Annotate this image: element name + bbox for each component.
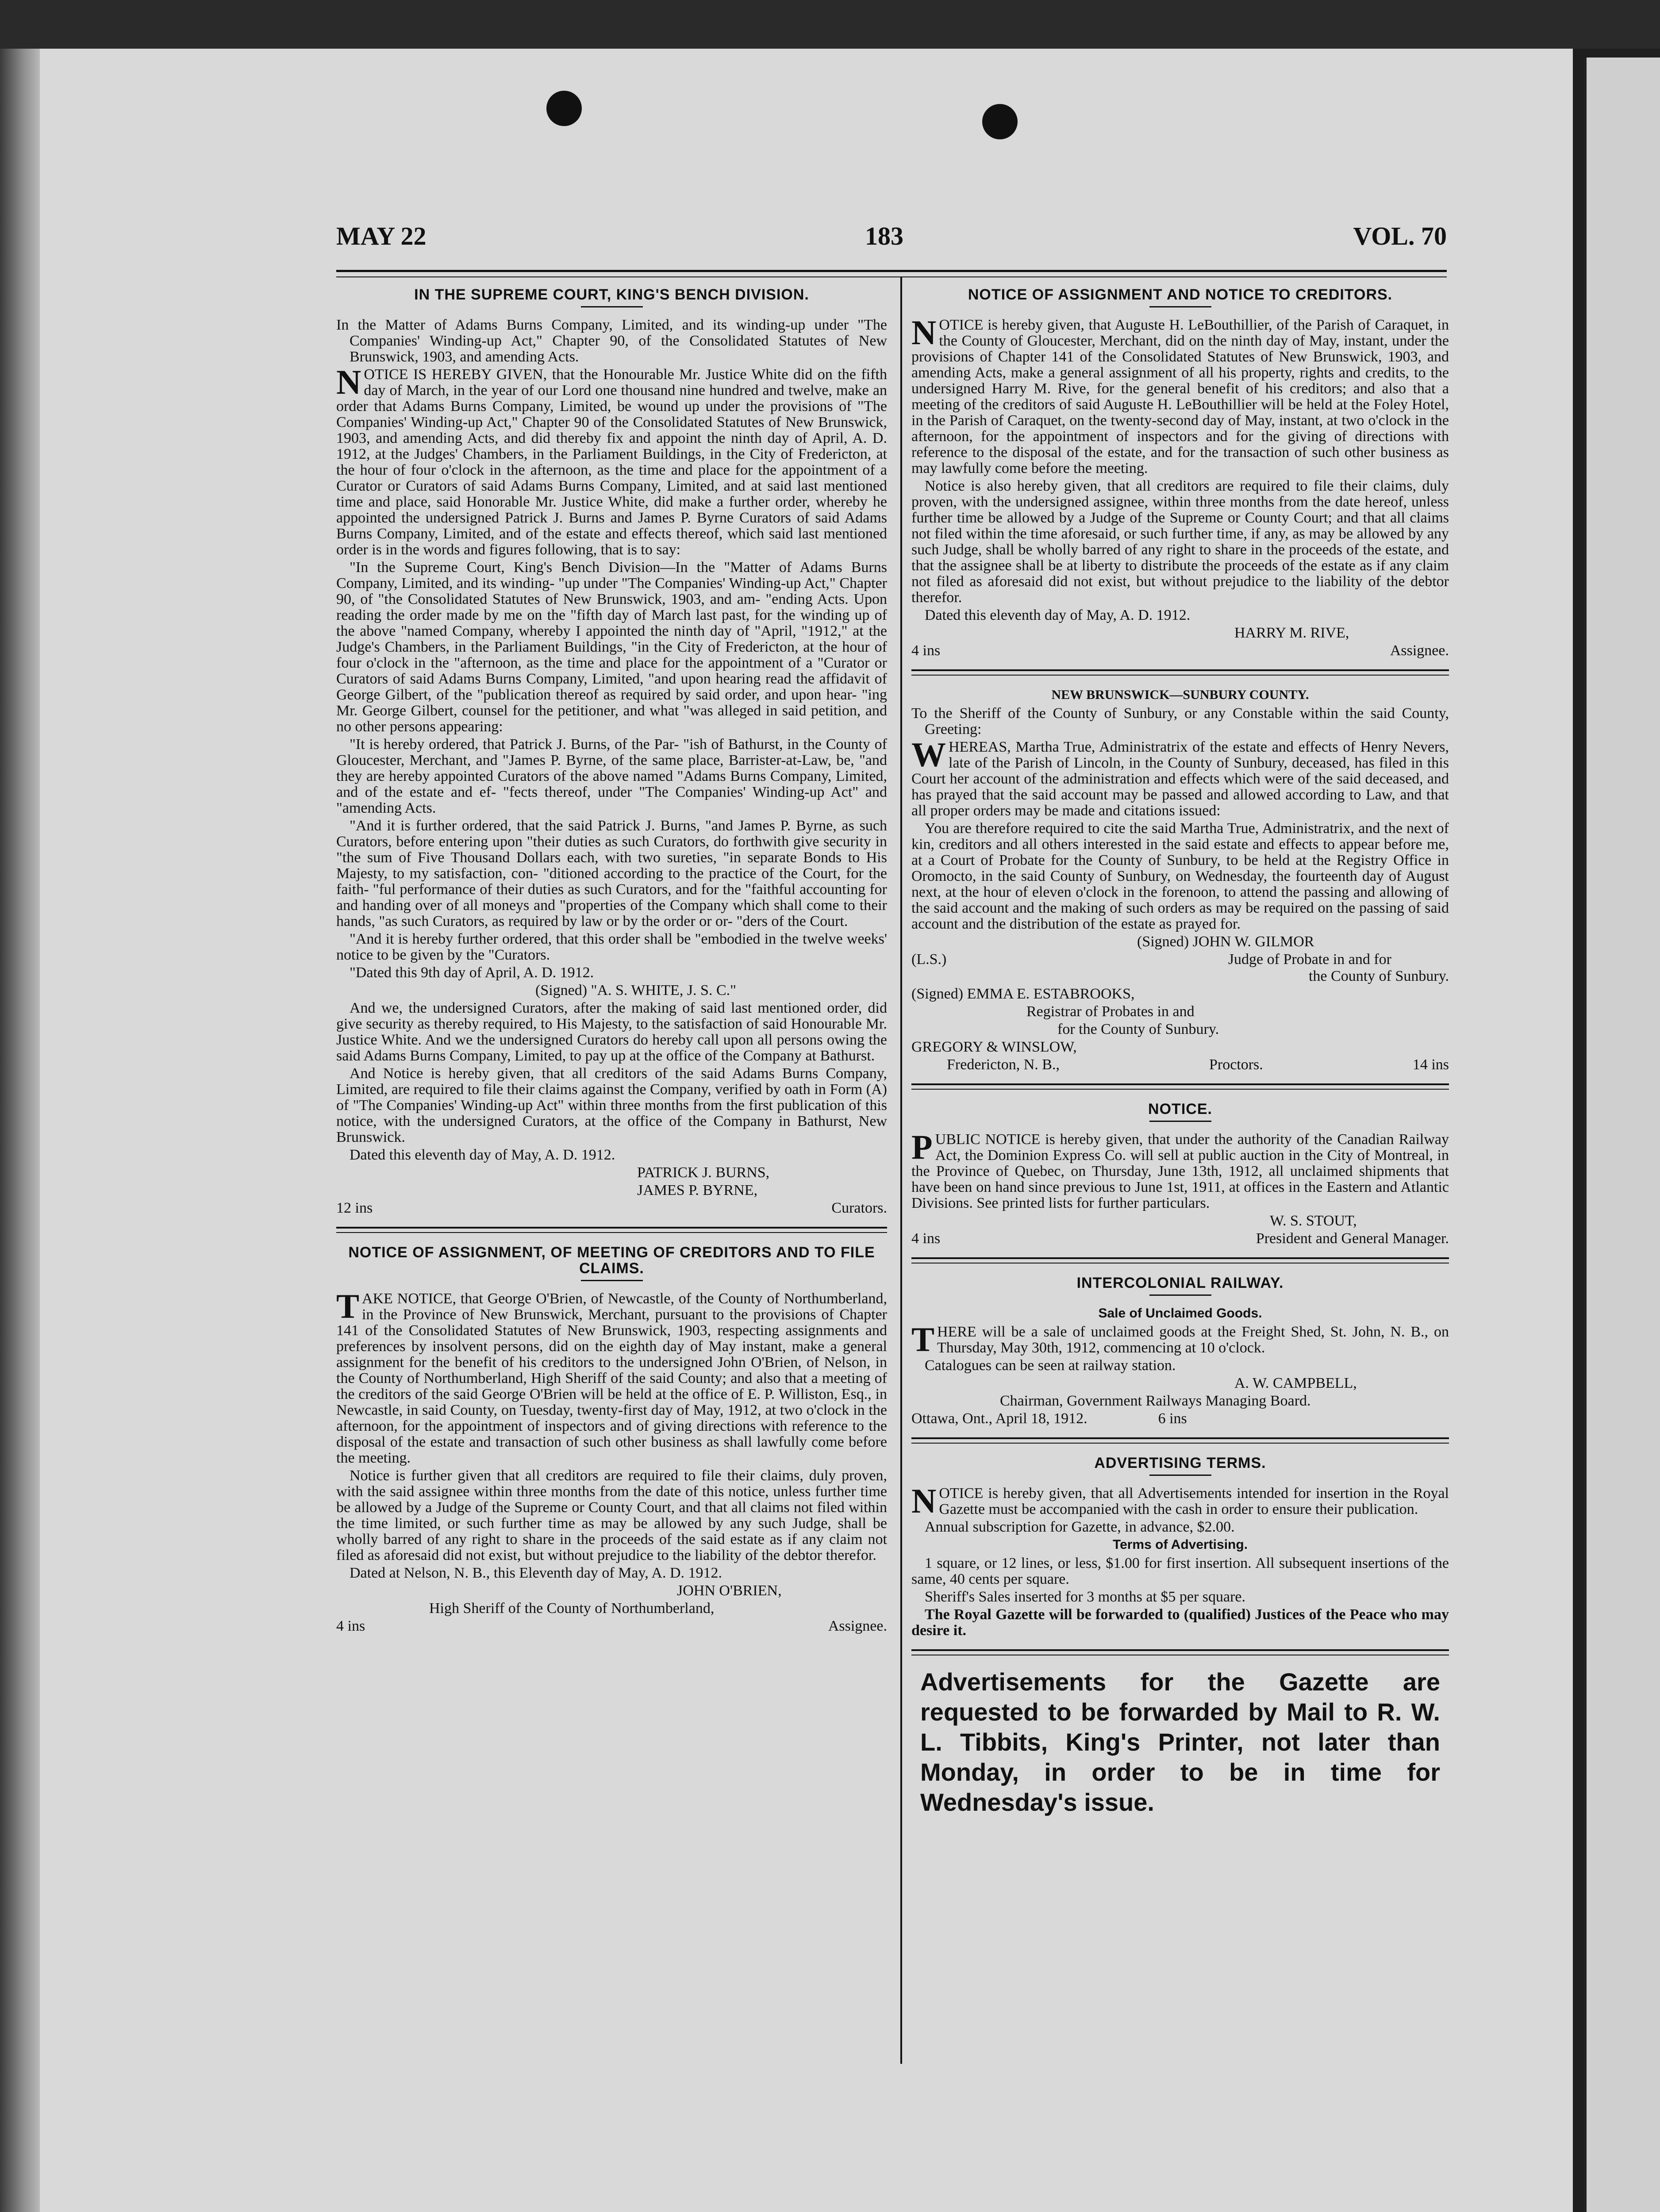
notice-paragraph: PUBLIC NOTICE is hereby given, that under the authority of the Canadian Railway Act, the Dominion Express Co. will sell at public auction in the City of Montreal, in the Province of Quebec, on Thursday, June 13th, 1912, all unclaimed shipments that have been on hand since previous to June 1st, 1911, at offices in the Eastern and Atlantic Divisions. See printed lists for further particulars. bbox=[911, 1128, 1449, 1211]
drop-cap: T bbox=[336, 1287, 360, 1325]
notice-paragraph: Catalogues can be seen at railway station. bbox=[925, 1357, 1176, 1374]
drop-cap: N bbox=[336, 363, 361, 401]
next-page-edge bbox=[1584, 58, 1660, 2212]
signature: JOHN O'BRIEN, bbox=[677, 1582, 782, 1599]
notice-paragraph: And we, the undersigned Curators, after the making of said last mentioned order, did give security as thereby required, to His Majesty, to the satisfaction of said Honourable Mr. Justice White. And we the undersigned Curators do hereby call upon all persons owing the said Adams Burns Company, Limited, to pay up at the office of the Company at Bathurst. bbox=[336, 1000, 887, 1064]
section-separator bbox=[911, 1257, 1449, 1263]
greeting: To the Sheriff of the County of Sunbury, or any Constable within the said County, Greeting: bbox=[911, 705, 1449, 737]
judge-title: the County of Sunbury. bbox=[1308, 968, 1449, 984]
section-title: NEW BRUNSWICK—SUNBURY COUNTY. bbox=[1051, 687, 1309, 702]
right-column bbox=[911, 283, 1449, 1817]
place-date: Ottawa, Ont., April 18, 1912. bbox=[911, 1410, 1087, 1427]
punch-hole bbox=[546, 91, 582, 126]
signature: PATRICK J. BURNS, bbox=[637, 1164, 770, 1181]
advertising-terms bbox=[911, 1455, 1449, 1639]
notice-paragraph: The Royal Gazette will be forwarded to (qualified) Justices of the Peace who may desire it. bbox=[911, 1606, 1449, 1639]
judge-title: Judge of Probate in and for bbox=[1228, 951, 1391, 968]
signature: W. S. STOUT, bbox=[1270, 1213, 1357, 1229]
drop-cap: P bbox=[911, 1128, 933, 1166]
signature: HARRY M. RIVE, bbox=[1234, 625, 1349, 641]
page-number: 183 bbox=[865, 222, 903, 250]
creditors-notice bbox=[911, 287, 1449, 659]
notice-paragraph: "In the Supreme Court, King's Bench Division—In the "Matter of Adams Burns Company, Limited, and its winding- "up under "The Companies' Winding-up Act," Chapter 90, of "the Consolidated Statutes of New Brunswick, 1903, and am- "ending Acts. Upon reading the order made by me on the "fifth day of March last past, for the winding up of the above "named Company, whereby I appointed the ninth day of "April, "1912," at the Judge's Chambers, in the Parliament Buildings, "in the City of Fredericton, at the hour of four o'clock in the "afternoon, as the time and place for the appointment of a "Curator or Curators of said Adams Burns Company, Limited, "and upon hearing read the affidavit of George Gilbert, of the "publication thereof as required by said order, and upon hear- "ing Mr. George Gilbert, counsel for the petitioner, and what "was alleged in said petition, and no other persons appearing: bbox=[336, 559, 887, 735]
section-separator bbox=[911, 1083, 1449, 1090]
notice-paragraph: WHEREAS, Martha True, Administratrix of the estate and effects of Henry Nevers, late of the Parish of Lincoln, in the County of Sunbury, deceased, has filed in this Court her account of the administration and effects which were of the said deceased, and has prayed that the said account may be passed and allowed according to Law, and that all proper orders may be made and citations issued: bbox=[911, 735, 1449, 819]
notice-paragraph: "And it is hereby further ordered, that this order shall be "embodied in the twelve weeks' notice to be given by the "Curators. bbox=[336, 931, 887, 963]
public-notice bbox=[911, 1101, 1449, 1247]
signature: A. W. CAMPBELL, bbox=[1234, 1375, 1357, 1391]
section-title: NOTICE OF ASSIGNMENT AND NOTICE TO CREDITORS. bbox=[911, 287, 1449, 307]
drop-cap: W bbox=[911, 735, 946, 774]
court-notice bbox=[336, 287, 887, 1216]
header-rule bbox=[336, 270, 1447, 277]
section-subtitle: Sale of Unclaimed Goods. bbox=[1098, 1306, 1262, 1321]
notice-paragraph: THERE will be a sale of unclaimed goods at the Freight Shed, St. John, N. B., on Thursday, May 30th, 1912, commencing at 10 o'clock. bbox=[911, 1320, 1449, 1359]
insertion-count: 12 ins bbox=[336, 1200, 373, 1216]
seal-line bbox=[911, 952, 1449, 968]
notice-paragraph: You are therefore required to cite the said Martha True, Administratrix, and the next of kin, creditors and all others interested in the said estate and effects to appear before me, at a Court of Probate for the County of Sunbury, to be held at the Registry Office in Oromocto, in the said County of Sunbury, on Wednesday, the fourteenth day of August next, at the hour of eleven o'clock in the forenoon, to attend the passing and allowing of the said account and the making of such orders as may be required on the passing of said account and the distribution of the estate as prayed for. bbox=[911, 820, 1449, 932]
section-title: NOTICE. bbox=[911, 1101, 1449, 1122]
section-separator bbox=[911, 1649, 1449, 1655]
section-title: NOTICE OF ASSIGNMENT, OF MEETING OF CREDITORS AND TO FILE CLAIMS. bbox=[336, 1244, 887, 1281]
notice-footer bbox=[911, 1411, 1449, 1427]
page-header bbox=[336, 221, 1447, 257]
notice-footer bbox=[911, 643, 1449, 659]
judge-signature: (Signed) "A. S. WHITE, J. S. C." bbox=[535, 982, 737, 998]
drop-cap: N bbox=[911, 313, 937, 352]
section-title: IN THE SUPREME COURT, KING'S BENCH DIVISION. bbox=[336, 287, 887, 307]
firm-name: GREGORY & WINSLOW, bbox=[911, 1039, 1077, 1055]
notice-footer bbox=[911, 1057, 1449, 1073]
notice-paragraph: TAKE NOTICE, that George O'Brien, of Newcastle, of the County of Northumberland, in the Province of New Brunswick, Merchant, pursuant to the provisions of Chapter 141 of the Consolidated Statutes of New Brunswick, 1903, respecting assignments and preferences by insolvent persons, did on the eighth day of May instant, make a general assignment for the benefit of his creditors to the undersigned John O'Brien, of Nelson, in the County of Northumberland, High Sheriff of the said County; and also that a meeting of the creditors of the said George O'Brien will be held at the office of E. P. Williston, Esq., in Newcastle, in said County, on Tuesday, twenty-first day of May, 1912, at two o'clock in the afternoon, for the appointment of inspectors and of giving directions with reference to the disposal of the estate and transaction of such other business as shall lawfully come before the meeting. bbox=[336, 1287, 887, 1466]
insertion-count: 4 ins bbox=[911, 1230, 941, 1247]
dated-line: "Dated this 9th day of April, A. D. 1912. bbox=[350, 964, 594, 981]
insertion-count: 14 ins bbox=[1412, 1056, 1449, 1073]
registrar-title: for the County of Sunbury. bbox=[1057, 1021, 1219, 1037]
notice-paragraph: Annual subscription for Gazette, in advance, $2.00. bbox=[925, 1519, 1235, 1535]
section-separator bbox=[911, 669, 1449, 676]
section-separator bbox=[336, 1227, 887, 1233]
signatory-role: Proctors. bbox=[1209, 1056, 1263, 1073]
dated-line: Dated this eleventh day of May, A. D. 1912. bbox=[925, 607, 1191, 623]
seal: (L.S.) bbox=[911, 951, 947, 968]
signatory-role: President and General Manager. bbox=[1256, 1230, 1449, 1247]
notice-paragraph: NOTICE is hereby given, that all Advertisements intended for insertion in the Royal Gazette must be accompanied with the cash in order to ensure their publication. bbox=[911, 1482, 1449, 1520]
registrar-signature: (Signed) EMMA E. ESTABROOKS, bbox=[911, 986, 1135, 1002]
assignment-notice bbox=[336, 1244, 887, 1634]
judge-signature: (Signed) JOHN W. GILMOR bbox=[1137, 933, 1314, 950]
firm-place: Fredericton, N. B., bbox=[947, 1056, 1060, 1073]
signature: JAMES P. BYRNE, bbox=[637, 1182, 758, 1198]
gazette-advertisement: Advertisements for the Gazette are requested to be forwarded by Mail to R. W. L. Tibbits, King's Printer, not later than Monday, in order to be in time for Wednesday's issue. bbox=[920, 1668, 1440, 1816]
section-separator bbox=[911, 1437, 1449, 1444]
notice-paragraph: Notice is further given that all creditors are required to file their claims, duly proven, with the said assignee within three months from the date of this notice, unless further time be allowed by a Judge of the Supreme or County Court, and that all claims not filed within the time limited, or such further time as may be allowed by any such Judge, shall be wholly barred of any right to share in the proceeds of the said estate as if any claim not filed as aforesaid did not exist, but without prejudice to the liability of the debtor therefor. bbox=[336, 1467, 887, 1563]
drop-cap: N bbox=[911, 1482, 937, 1520]
registrar-title: Registrar of Probates in and bbox=[1026, 1003, 1195, 1020]
scan-border-top bbox=[0, 0, 1660, 49]
notice-paragraph: Notice is also hereby given, that all creditors are required to file their claims, duly proven, with the undersigned assignee, within three months from the date hereof, unless further time be allowed by a Judge of the Supreme or County Court; and that all claims not filed within the time aforesaid, or such further time, if any, as may be allowed by any such Judge, shall be wholly barred of any right to share in the proceeds of the estate, and that the assignee shall be at liberty to distribute the proceeds of the estate as if any claim not filed as aforesaid did not exist, but without prejudice to the liability of the debtor therefor. bbox=[911, 478, 1449, 606]
signatory-role: Curators. bbox=[831, 1200, 887, 1216]
notice-paragraph: Sheriff's Sales inserted for 3 months at $5 per square. bbox=[925, 1589, 1246, 1605]
notice-paragraph: "And it is further ordered, that the said Patrick J. Burns, "and James P. Byrne, as such Curators, before entering upon "their duties as such Curators, do forthwith give security in "the sum of Five Thousand Dollars each, with two sureties, "in separate Bonds to His Majesty, to my satisfaction, con- "ditioned according to the practice of the Court, for the faith- "ful performance of their duties as such Curators, and for the "faithful accounting for and handing over of all moneys and "properties of the Company which shall come to their hands, "as such Curators, as required by law or by the order or or- "ders of the Court. bbox=[336, 818, 887, 929]
notice-paragraph: NOTICE is hereby given, that Auguste H. LeBouthillier, of the Parish of Caraquet, in the County of Gloucester, Merchant, did on the ninth day of May, instant, under the provisions of Chapter 141 of the Consolidated Statutes of New Brunswick, 1903, and amending Acts, make a general assignment of all his property, rights and credits, to the undersigned Harry M. Rive, for the general benefit of his creditors; and also that a meeting of the creditors of said Auguste H. LeBouthillier will be held at the Foley Hotel, in the Parish of Caraquet, on the twenty-second day of May, instant, at two o'clock in the afternoon, for the appointment of inspectors and for the giving of directions with reference to the disposal of the estate, and for the transaction of such other business as may lawfully come before the meeting. bbox=[911, 313, 1449, 476]
signatory-role: Chairman, Government Railways Managing Board. bbox=[1000, 1393, 1311, 1409]
insertion-count: 6 ins bbox=[1158, 1410, 1187, 1427]
section-subtitle: Terms of Advertising. bbox=[1112, 1537, 1248, 1552]
sunbury-notice bbox=[911, 687, 1449, 1073]
notice-footer bbox=[336, 1200, 887, 1216]
railway-notice bbox=[911, 1275, 1449, 1427]
notice-paragraph: "It is hereby ordered, that Patrick J. Burns, of the Par- "ish of Bathurst, in the County of Gloucester, Merchant, and "James P. Byrne, of the same place, Barrister-at-Law, be, "and they are hereby appointed Curators of the above named "Adams Burns Company, Limited, and of the estate and ef- "fects thereof, under "The Companies' Winding-up Act" and "amending Acts. bbox=[336, 736, 887, 816]
dated-line: Dated at Nelson, N. B., this Eleventh day of May, A. D. 1912. bbox=[350, 1565, 722, 1581]
signatory-role: High Sheriff of the County of Northumberland, bbox=[429, 1600, 715, 1617]
punch-hole bbox=[982, 104, 1018, 139]
signatory-role: Assignee. bbox=[828, 1618, 887, 1634]
insertion-count: 4 ins bbox=[911, 642, 941, 659]
notice-paragraph: 1 square, or 12 lines, or less, $1.00 for first insertion. All subsequent insertions of the same, 40 cents per square. bbox=[911, 1555, 1449, 1587]
insertion-count: 4 ins bbox=[336, 1618, 365, 1634]
signatory-role: Assignee. bbox=[1390, 642, 1449, 659]
left-column bbox=[336, 283, 887, 1635]
book-spine bbox=[0, 49, 40, 2212]
section-title: ADVERTISING TERMS. bbox=[911, 1455, 1449, 1476]
notice-footer bbox=[911, 1231, 1449, 1247]
matter-heading: In the Matter of Adams Burns Company, Limited, and its winding-up under "The Companies' Winding-up Act," Chapter 90, of the Consolidated Statutes of New Brunswick, 1903, and amending Acts. bbox=[336, 317, 887, 365]
notice-paragraph: And Notice is hereby given, that all creditors of the said Adams Burns Company, Limited, are required to file their claims against the Company, verified by oath in Form (A) of "The Companies' Winding-up Act" within three months from the first publication of this notice, with the undersigned Curators, at the office of the Company in Bathurst, New Brunswick. bbox=[336, 1065, 887, 1145]
volume-number: VOL. 70 bbox=[1353, 222, 1447, 250]
notice-paragraph: NOTICE IS HEREBY GIVEN, that the Honourable Mr. Justice White did on the fifth day of March, in the year of our Lord one thousand nine hundred and twelve, make an order that Adams Burns Company, Limited, be wound up under the provisions of "The Companies' Winding-up Act," Chapter 90 of the Consolidated Statutes of New Brunswick, 1903, and amending Acts, and did thereby fix and appoint the ninth day of April, A. D. 1912, at the Judges' Chambers, in the Parliament Buildings, in the City of Fredericton, at the hour of four o'clock in the afternoon, as the time and place for the appointment of a Curator or Curators of said Adams Burns Company, Limited, and at said last mentioned time and place, said Honorable Mr. Justice White, did make a further order, whereby he appointed the undersigned Patrick J. Burns and James P. Byrne Curators of said Adams Burns Company, Limited, and of the estate and effects thereof, which said last mentioned order is in the words and figures following, that is to say: bbox=[336, 363, 887, 558]
notice-footer bbox=[336, 1618, 887, 1634]
section-title: INTERCOLONIAL RAILWAY. bbox=[911, 1275, 1449, 1296]
column-divider bbox=[900, 276, 902, 2064]
drop-cap: T bbox=[911, 1320, 935, 1359]
issue-date: MAY 22 bbox=[336, 222, 427, 250]
dated-line: Dated this eleventh day of May, A. D. 1912. bbox=[350, 1147, 615, 1163]
